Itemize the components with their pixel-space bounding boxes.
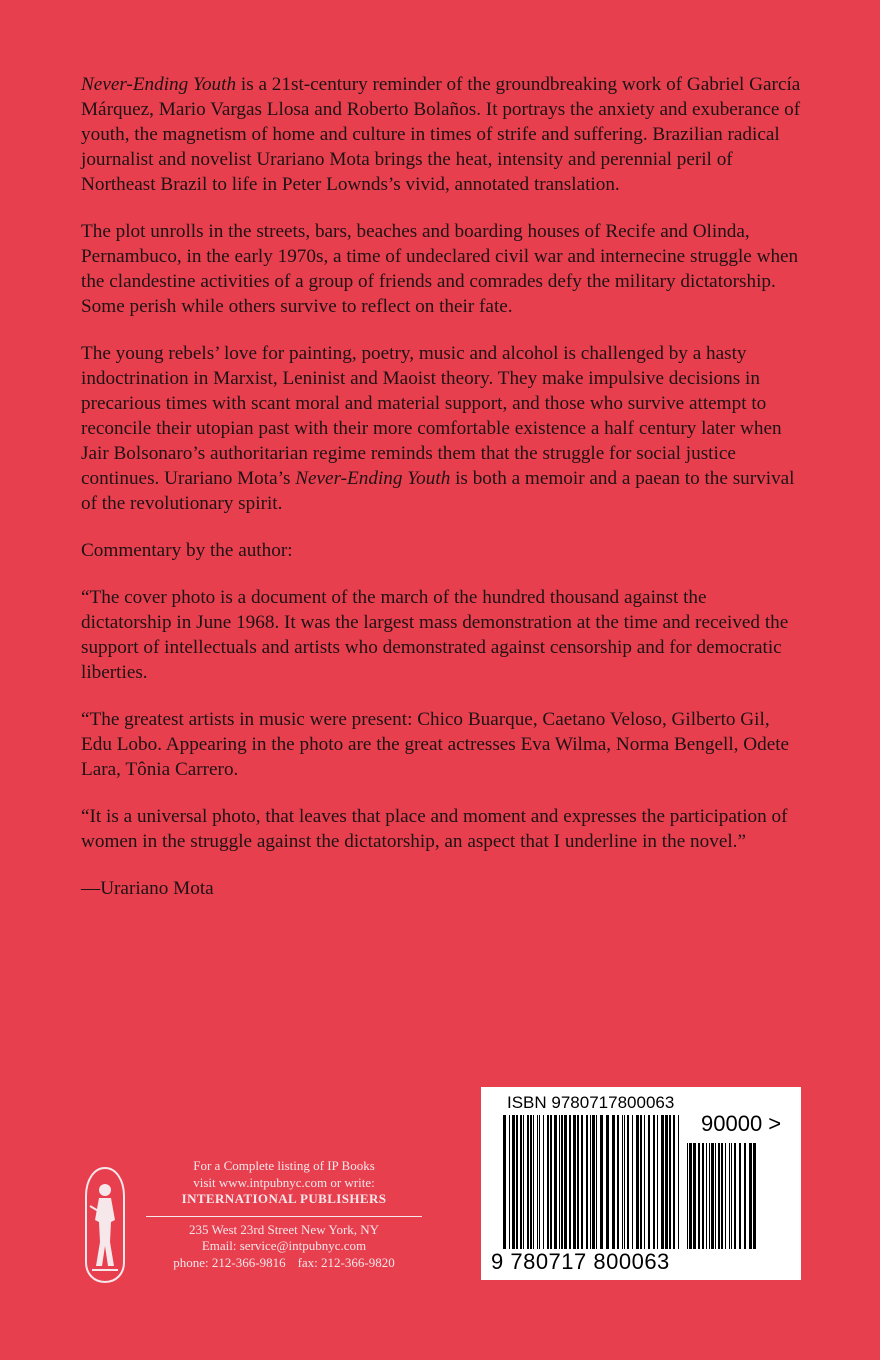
barcode-bar bbox=[711, 1143, 714, 1249]
barcode-bar bbox=[689, 1143, 692, 1249]
publisher-line-2: visit www.intpubnyc.com or write: bbox=[193, 1174, 375, 1190]
barcode-bar bbox=[706, 1143, 707, 1249]
isbn-digits: 9 780717 800063 bbox=[491, 1249, 670, 1274]
barcode-bar bbox=[636, 1115, 639, 1249]
publisher-name: INTERNATIONAL PUBLISHERS bbox=[181, 1191, 387, 1206]
barcode-bar bbox=[586, 1115, 588, 1249]
barcode-bar bbox=[718, 1143, 720, 1249]
barcode-bar bbox=[725, 1143, 726, 1249]
barcode-bar bbox=[547, 1115, 549, 1249]
barcode-bar bbox=[569, 1115, 571, 1249]
barcode-bar bbox=[537, 1115, 538, 1249]
isbn-label: ISBN 9780717800063 bbox=[507, 1093, 675, 1112]
barcode-bar bbox=[600, 1115, 603, 1249]
barcode-bar bbox=[564, 1115, 567, 1249]
barcode-bar bbox=[744, 1143, 746, 1249]
barcode-bar bbox=[520, 1115, 522, 1249]
barcode-bar bbox=[581, 1115, 583, 1249]
barcode-bar bbox=[590, 1115, 591, 1249]
barcode-bar bbox=[512, 1115, 515, 1249]
barcode-bar bbox=[721, 1143, 723, 1249]
quote-paragraph-3: “It is a universal photo, that leaves that place and moment and expresses the participation of women in the struggle against the dictatorship, an aspect that I underline in the novel.” bbox=[81, 806, 788, 852]
barcode-panel bbox=[481, 1087, 801, 1280]
barcode-bar bbox=[617, 1115, 619, 1249]
barcode-bar bbox=[533, 1115, 534, 1249]
publisher-address: 235 West 23rd Street New York, NY bbox=[188, 1221, 380, 1237]
publisher-fax: fax: 212-366-9820 bbox=[297, 1254, 395, 1270]
isbn-barcode bbox=[503, 1115, 683, 1249]
publisher-contact bbox=[146, 1255, 422, 1272]
blurb-text: is both a memoir and a paean to the survival of the revolutionary spirit. bbox=[81, 468, 795, 514]
barcode-bar bbox=[709, 1143, 710, 1249]
barcode-bar bbox=[640, 1115, 642, 1249]
publisher-divider bbox=[146, 1216, 422, 1217]
barcode-bar bbox=[731, 1143, 732, 1249]
quote-paragraph-1: “The cover photo is a document of the march of the hundred thousand against the dictatorship in June 1968. It was the largest mass demonstration at the time and received the support of intellectuals and artists who demonstrated against censorship and for democratic liberties. bbox=[81, 587, 789, 683]
book-title: Never-Ending Youth bbox=[81, 74, 237, 95]
barcode-bar bbox=[624, 1115, 625, 1249]
barcode-bar bbox=[753, 1143, 756, 1249]
barcode-bar bbox=[516, 1115, 518, 1249]
barcode-bar bbox=[527, 1115, 529, 1249]
barcode-bar bbox=[657, 1115, 658, 1249]
quote-paragraph-2: “The greatest artists in music were present: Chico Buarque, Caetano Veloso, Gilberto Gil, Edu Lobo. Appearing in the photo are the great actresses Eva Wilma, Norma Bengell, Odete Lara, Tônia Carrero. bbox=[81, 709, 790, 780]
price-barcode bbox=[687, 1143, 759, 1249]
barcode-bar bbox=[523, 1115, 524, 1249]
barcode-bar bbox=[702, 1143, 704, 1249]
barcode-bar bbox=[559, 1115, 560, 1249]
barcode-bar bbox=[678, 1115, 679, 1249]
barcode-bar bbox=[632, 1115, 633, 1249]
barcode-bar bbox=[715, 1143, 716, 1249]
barcode-bar bbox=[606, 1115, 609, 1249]
barcode-bar bbox=[509, 1115, 510, 1249]
publisher-phone: phone: 212-366-9816 bbox=[173, 1254, 286, 1270]
blurb-paragraph-3 bbox=[81, 341, 801, 516]
barcode-bar bbox=[622, 1115, 623, 1249]
commentary-heading: Commentary by the author: bbox=[81, 540, 293, 561]
barcode-bar bbox=[687, 1143, 688, 1249]
barcode-bar bbox=[612, 1115, 615, 1249]
author-signature: —Urariano Mota bbox=[81, 878, 214, 899]
barcode-bar bbox=[561, 1115, 563, 1249]
barcode-bar bbox=[577, 1115, 579, 1249]
blurb-text: is a 21st-century reminder of the groundbreaking work of Gabriel García Márquez, Mario Vargas Llosa and Roberto Bolaños. It portrays the anxiety and exuberance of youth, the magnetism of home and culture in times of strife and suffering. Brazilian radical journalist and novelist Urariano Mota brings the heat, intensity and perennial peril of Northeast Brazil to life in Peter Lownds’s vivid, annotated translation. bbox=[81, 74, 801, 195]
barcode-bar bbox=[550, 1115, 552, 1249]
price-code: 90000 > bbox=[701, 1111, 782, 1136]
blurb-text: The young rebels’ love for painting, poetry, music and alcohol is challenged by a hasty indoctrination in Marxist, Leninist and Maoist theory. They make impulsive decisions in precarious times with scant moral and material support, and those who survive attempt to reconcile their utopian past with their more comfortable existence a half century later when Jair Bolsonaro’s authoritarian regime reminds them that the struggle for social justice continues. Urariano Mota’s bbox=[81, 343, 782, 489]
barcode-bar bbox=[734, 1143, 736, 1249]
barcode-bar bbox=[673, 1115, 675, 1249]
barcode-bar bbox=[665, 1115, 668, 1249]
barcode-bar bbox=[644, 1115, 645, 1249]
barcode-bar bbox=[530, 1115, 532, 1249]
blurb-paragraph-1 bbox=[81, 72, 801, 197]
barcode-bar bbox=[503, 1115, 506, 1249]
barcode-bar bbox=[669, 1115, 671, 1249]
barcode-bar bbox=[661, 1115, 664, 1249]
barcode-bar bbox=[592, 1115, 595, 1249]
publisher-email: Email: service@intpubnyc.com bbox=[201, 1238, 367, 1253]
barcode-bar bbox=[739, 1143, 741, 1249]
barcode-bar bbox=[573, 1115, 576, 1249]
barcode-bar bbox=[543, 1115, 544, 1249]
barcode-bar bbox=[539, 1115, 540, 1249]
barcode-bar bbox=[698, 1143, 700, 1249]
barcode-bar bbox=[627, 1115, 629, 1249]
publisher-line-1: For a Complete listing of IP Books bbox=[193, 1158, 375, 1173]
publisher-block bbox=[78, 1158, 428, 1288]
barcode-bar bbox=[729, 1143, 730, 1249]
barcode-bar bbox=[596, 1115, 597, 1249]
book-title: Never-Ending Youth bbox=[295, 468, 451, 489]
publisher-info bbox=[146, 1158, 422, 1271]
publisher-logo-icon bbox=[78, 1166, 132, 1284]
barcode-bar bbox=[749, 1143, 752, 1249]
barcode-bar bbox=[653, 1115, 655, 1249]
barcode-bar bbox=[648, 1115, 650, 1249]
barcode-bar bbox=[554, 1115, 557, 1249]
blurb-paragraph-2: The plot unrolls in the streets, bars, beaches and boarding houses of Recife and Olinda, Pernambuco, in the early 1970s, a time of undeclared civil war and internecine struggle when the clandestine activities of a group of friends and comrades defy the military dictatorship. Some perish while others survive to reflect on their fate. bbox=[81, 221, 799, 317]
back-cover-blurb bbox=[81, 72, 801, 923]
barcode-bar bbox=[693, 1143, 696, 1249]
